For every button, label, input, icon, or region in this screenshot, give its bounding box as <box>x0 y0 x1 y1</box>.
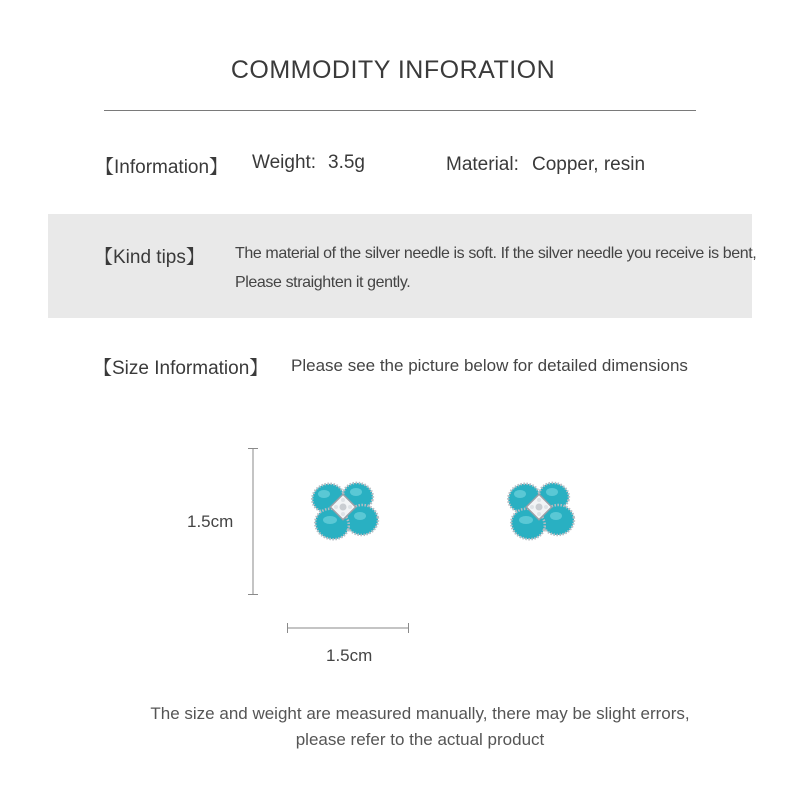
material-label: Material: <box>446 154 519 175</box>
width-dimension-line <box>287 620 409 636</box>
information-label: 【Information】 <box>95 157 229 178</box>
size-information-label: 【Size Information】 <box>93 358 269 379</box>
flower-earring-icon <box>304 476 384 546</box>
kind-tips-label: 【Kind tips】 <box>94 247 205 268</box>
kind-tips-line: Please straighten it gently. <box>235 274 411 291</box>
title-divider <box>104 110 696 111</box>
flower-earring-icon <box>500 476 580 546</box>
page-title: COMMODITY INFORATION <box>230 56 556 84</box>
weight-value: 3.5g <box>328 152 365 173</box>
width-dimension-label: 1.5cm <box>326 646 373 665</box>
weight-label: Weight: <box>252 152 317 173</box>
height-dimension-label: 1.5cm <box>187 512 234 531</box>
kind-tips-line: The material of the silver needle is soft. If the silver needle you receive is bent, <box>235 245 757 262</box>
height-dimension-line <box>244 448 262 595</box>
footer-note: please refer to the actual product <box>295 730 545 749</box>
material-value: Copper, resin <box>532 154 646 175</box>
footer-note: The size and weight are measured manually, there may be slight errors, <box>150 704 690 723</box>
size-information-description: Please see the picture below for detailed dimensions <box>291 356 688 375</box>
